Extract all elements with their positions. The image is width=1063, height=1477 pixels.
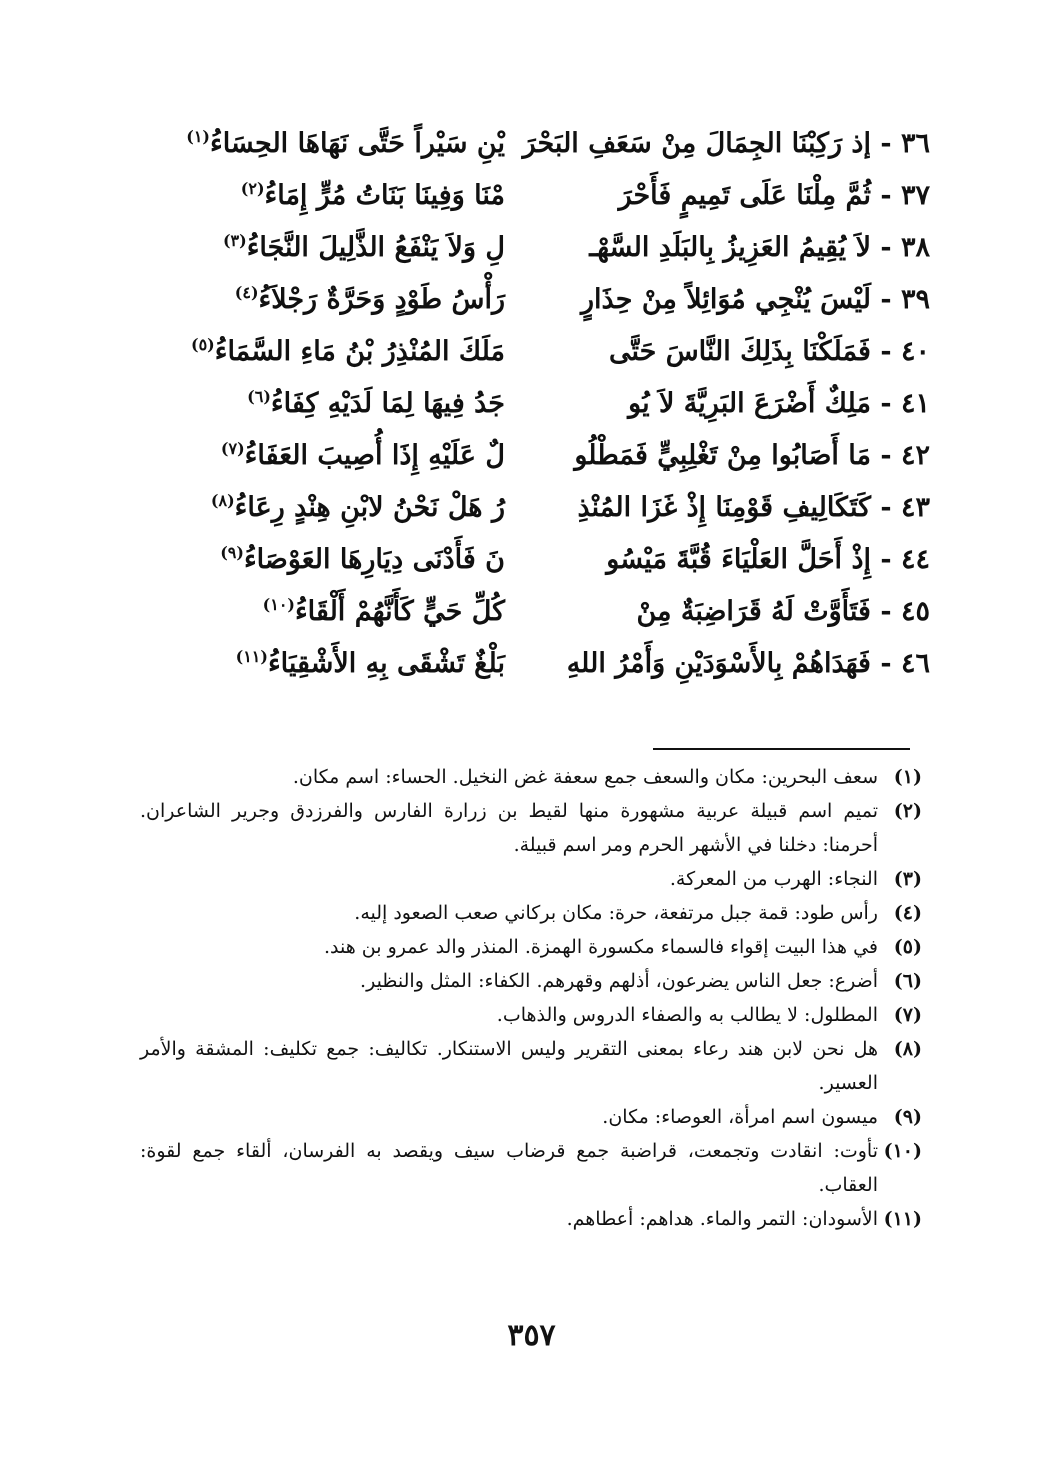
verse-first-text: إِذْ أَحَلَّ العَلْيَاءَ قُبَّةَ مَيْسُو bbox=[606, 544, 871, 575]
verse-row bbox=[140, 222, 930, 274]
footnote-text: رأس طود: قمة جبل مرتفعة، حرة: مكان بركاني صعب الصعود إليه. bbox=[354, 902, 878, 924]
verse-first-hemistich: ٣٩ - لَيْسَ يُنْجِي مُوَائِلاً مِنْ حِذَارٍ bbox=[581, 284, 930, 315]
verse-second-hemistich bbox=[135, 586, 505, 638]
verse-first-hemistich: ٣٧ - ثُمَّ مِلْنَا عَلَى تَمِيمٍ فَأَحْرَ bbox=[618, 180, 930, 211]
verse-number: ٤٠ bbox=[900, 336, 930, 367]
verse-second-hemistich bbox=[135, 430, 505, 482]
footnote-ref: (٦) bbox=[247, 387, 271, 406]
verse-first-hemistich: ٤٣ - كَتَكَالِيفِ قَوْمِنَا إِذْ غَزَا المُنْذِ bbox=[577, 492, 930, 523]
footnote-text: تميم اسم قبيلة عربية مشهورة منها لقيط بن زرارة الفارس والفرزدق وجرير الشاعران. أحرمنا: دخلنا في الأشهر الحرم ومر اسم قبيلة. bbox=[140, 800, 878, 856]
footnotes bbox=[140, 760, 930, 1236]
verse-second-text: يْنِ سَيْراً حَتَّى نَهَاهَا الحِسَاءُ bbox=[210, 128, 505, 159]
footnote-item bbox=[140, 794, 930, 862]
verse-second-text: مْنَا وَفِينَا بَنَاتُ مُرٍّ إِمَاءُ bbox=[264, 180, 505, 211]
page-number: ٣٥٧ bbox=[507, 1318, 556, 1353]
verse-second-hemistich bbox=[135, 222, 505, 274]
verse-row bbox=[140, 586, 930, 638]
verse-first-hemistich: ٤٢ - مَا أَصَابُوا مِنْ تَغْلِبِيٍّ فَمَطْلُو bbox=[574, 440, 930, 471]
verse-second-hemistich bbox=[135, 118, 505, 170]
footnote-separator bbox=[653, 748, 910, 750]
footnote-mark: (٧) bbox=[893, 1004, 922, 1026]
footnote-item bbox=[140, 998, 930, 1032]
footnote-text: ميسون اسم امرأة، العوصاء: مكان. bbox=[602, 1106, 878, 1128]
verse-first-hemistich: ٤٥ - فَتَأَوَّتْ لَهُ قَرَاضِبَةٌ مِنْ bbox=[636, 596, 930, 627]
footnote-ref: (٩) bbox=[220, 543, 244, 562]
verse-number: ٤٤ bbox=[900, 544, 930, 575]
footnote-ref: (١١) bbox=[235, 647, 268, 666]
verse-row bbox=[140, 118, 930, 170]
verse-number: ٤٣ bbox=[900, 492, 930, 523]
verse-second-hemistich bbox=[135, 482, 505, 534]
verse-first-text: فَتَأَوَّتْ لَهُ قَرَاضِبَةٌ مِنْ bbox=[636, 596, 871, 627]
footnote-text: الأسودان: التمر والماء. هداهم: أعطاهم. bbox=[566, 1208, 878, 1230]
footnote-item bbox=[140, 930, 930, 964]
verse-row bbox=[140, 430, 930, 482]
verse-second-hemistich bbox=[135, 274, 505, 326]
footnote-item bbox=[140, 1032, 930, 1100]
verse-first-text: مَلِكٌ أَضْرَعَ البَرِيَّةَ لاَ يُو bbox=[628, 388, 871, 419]
verse-first-hemistich: ٣٨ - لاَ يُقِيمُ العَزِيزُ بِالبَلَدِ السَّهْـ bbox=[589, 232, 930, 263]
verse-row bbox=[140, 274, 930, 326]
verse-second-text: لٌ عَلَيْهِ إِذَا أُصِيبَ العَفَاءُ bbox=[244, 440, 505, 471]
footnote-mark: (١١) bbox=[883, 1208, 922, 1230]
verse-first-text: كَتَكَالِيفِ قَوْمِنَا إِذْ غَزَا المُنْذِ bbox=[577, 492, 871, 523]
verse-second-text: جَدُ فِيهَا لِمَا لَدَيْهِ كِفَاءُ bbox=[270, 388, 505, 419]
footnote-item bbox=[140, 760, 930, 794]
verse-row bbox=[140, 482, 930, 534]
footnote-ref: (٢) bbox=[240, 179, 265, 198]
verse-first-text: ثُمَّ مِلْنَا عَلَى تَمِيمٍ فَأَحْرَ bbox=[618, 180, 871, 211]
verse-number: ٣٨ bbox=[900, 232, 930, 263]
footnote-ref: (٧) bbox=[220, 439, 245, 458]
verse-first-hemistich: ٤٦ - فَهَدَاهُمْ بِالأَسْوَدَيْنِ وَأَمْرُ اللهِ bbox=[566, 648, 930, 679]
verse-first-text: لاَ يُقِيمُ العَزِيزُ بِالبَلَدِ السَّهْـ bbox=[589, 232, 871, 263]
footnote-mark: (٥) bbox=[893, 936, 922, 958]
verse-first-text: مَا أَصَابُوا مِنْ تَغْلِبِيٍّ فَمَطْلُو bbox=[574, 440, 871, 471]
footnote-mark: (٨) bbox=[893, 1038, 922, 1060]
verse-second-text: رُ هَلْ نَحْنُ لابْنِ هِنْدٍ رِعَاءُ bbox=[234, 492, 505, 523]
verse-row bbox=[140, 326, 930, 378]
verse-second-hemistich bbox=[135, 638, 505, 690]
footnote-text: هل نحن لابن هند رعاء بمعنى التقرير وليس الاستنكار. تكاليف: جمع تكليف: المشقة والأمر العسير. bbox=[140, 1038, 878, 1094]
footnote-text: أضرع: جعل الناس يضرعون، أذلهم وقهرهم. الكفاء: المثل والنظير. bbox=[360, 970, 878, 992]
verse-second-text: لِ وَلاَ يَنْفَعُ الذَّلِيلَ النَّجَاءُ bbox=[246, 232, 505, 263]
verse-number: ٤١ bbox=[900, 388, 930, 419]
footnote-ref: (٥) bbox=[191, 335, 215, 354]
verse-number: ٣٦ bbox=[900, 128, 930, 159]
footnote-ref: (٤) bbox=[234, 283, 259, 302]
footnote-text: سعف البحرين: مكان والسعف جمع سعفة غض النخيل. الحساء: اسم مكان. bbox=[292, 766, 878, 788]
footnote-ref: (١٠) bbox=[262, 595, 295, 614]
verse-row bbox=[140, 378, 930, 430]
footnote-item bbox=[140, 1134, 930, 1202]
footnote-mark: (٣) bbox=[893, 868, 922, 890]
footnote-ref: (١) bbox=[186, 127, 210, 146]
verse-second-text: بَلْغٌ تَشْقَى بِهِ الأَشْقِيَاءُ bbox=[267, 648, 505, 679]
verse-second-hemistich bbox=[135, 170, 505, 222]
footnote-item bbox=[140, 896, 930, 930]
footnote-text: المطلول: لا يطالب به والصفاء الدروس والذهاب. bbox=[496, 1004, 878, 1026]
footnote-ref: (٨) bbox=[210, 491, 235, 510]
verse-second-text: كُلِّ حَيٍّ كَأَنَّهُمْ أَلْقَاءُ bbox=[294, 596, 505, 627]
verse-second-hemistich bbox=[135, 378, 505, 430]
footnote-text: النجاء: الهرب من المعركة. bbox=[669, 868, 878, 890]
footnote-item bbox=[140, 964, 930, 998]
verse-first-hemistich: ٤٤ - إِذْ أَحَلَّ العَلْيَاءَ قُبَّةَ مَيْسُو bbox=[606, 544, 930, 575]
verse-number: ٤٦ bbox=[900, 648, 930, 679]
verse-second-hemistich bbox=[135, 534, 505, 586]
verse-row bbox=[140, 534, 930, 586]
verse-second-text: رَأْسُ طَوْدٍ وَحَرَّةٌ رَجْلاَءُ bbox=[258, 284, 505, 315]
verse-number: ٤٢ bbox=[900, 440, 930, 471]
verse-first-text: فَهَدَاهُمْ بِالأَسْوَدَيْنِ وَأَمْرُ اللهِ bbox=[566, 648, 871, 679]
verse-first-text: إذ رَكِبْنَا الجِمَالَ مِنْ سَعَفِ البَحْرَ bbox=[522, 128, 871, 159]
verse-row bbox=[140, 638, 930, 690]
footnote-item bbox=[140, 862, 930, 896]
footnote-mark: (١٠) bbox=[883, 1140, 922, 1162]
verse-number: ٤٥ bbox=[900, 596, 930, 627]
footnote-mark: (٤) bbox=[893, 902, 922, 924]
verse-second-text: مَلَكَ المُنْذِرُ بْنُ مَاءِ السَّمَاءُ bbox=[214, 336, 505, 367]
footnote-text: في هذا البيت إقواء فالسماء مكسورة الهمزة. المنذر والد عمرو بن هند. bbox=[323, 936, 878, 958]
footnote-text: تأوت: انقادت وتجمعت، قراضبة جمع قرضاب سيف ويقصد به الفرسان، ألقاء جمع لقوة: العقاب. bbox=[140, 1140, 878, 1196]
verse-first-text: فَمَلَكْنَا بِذَلِكَ النَّاسَ حَتَّى bbox=[608, 336, 871, 367]
verse-row bbox=[140, 170, 930, 222]
verse-first-hemistich: ٤١ - مَلِكٌ أَضْرَعَ البَرِيَّةَ لاَ يُو bbox=[628, 388, 930, 419]
verse-second-hemistich bbox=[135, 326, 505, 378]
verse-first-text: لَيْسَ يُنْجِي مُوَائِلاً مِنْ حِذَارٍ bbox=[581, 284, 871, 315]
verse-number: ٣٧ bbox=[900, 180, 930, 211]
footnote-mark: (٩) bbox=[893, 1106, 922, 1128]
footnote-ref: (٣) bbox=[222, 231, 247, 250]
verse-second-text: نَ فَأَدْنَى دِيَارِهَا العَوْصَاءُ bbox=[243, 544, 505, 575]
verse-first-hemistich: ٣٦ - إذ رَكِبْنَا الجِمَالَ مِنْ سَعَفِ البَحْرَ bbox=[522, 128, 930, 159]
footnote-mark: (١) bbox=[893, 766, 922, 788]
footnote-mark: (٦) bbox=[893, 970, 922, 992]
footnote-mark: (٢) bbox=[893, 800, 922, 822]
verse-number: ٣٩ bbox=[900, 284, 930, 315]
verse-first-hemistich: ٤٠ - فَمَلَكْنَا بِذَلِكَ النَّاسَ حَتَّى bbox=[608, 336, 930, 367]
footnote-item bbox=[140, 1202, 930, 1236]
footnote-item bbox=[140, 1100, 930, 1134]
poem-verses bbox=[140, 118, 930, 690]
